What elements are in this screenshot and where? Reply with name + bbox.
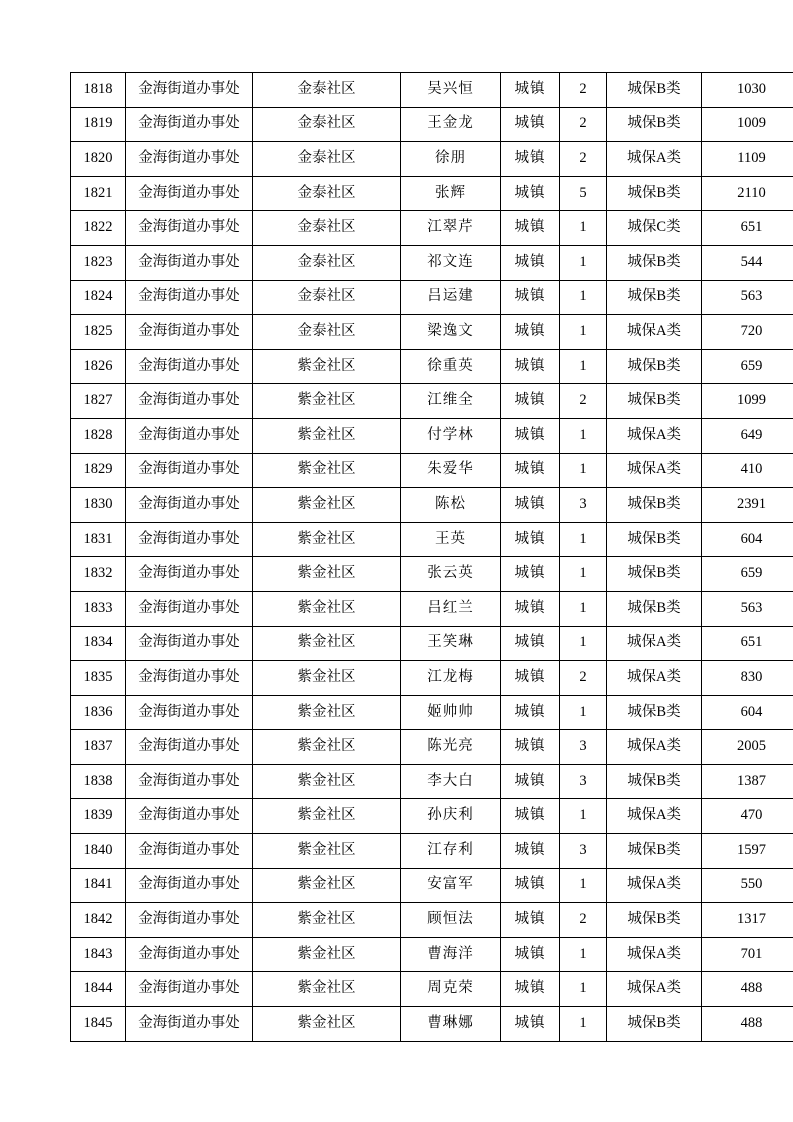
row-office: 金海街道办事处 xyxy=(126,1007,253,1042)
row-community: 金泰社区 xyxy=(253,176,401,211)
row-members: 1 xyxy=(560,937,607,972)
row-community: 紫金社区 xyxy=(253,488,401,523)
row-name: 付学林 xyxy=(401,418,501,453)
row-office: 金海街道办事处 xyxy=(126,142,253,177)
table-row xyxy=(71,834,793,869)
row-amount: 544 xyxy=(702,245,793,280)
row-community: 金泰社区 xyxy=(253,315,401,350)
row-household-type: 城镇 xyxy=(501,764,560,799)
row-name: 陈松 xyxy=(401,488,501,523)
table-row xyxy=(71,730,793,765)
row-household-type: 城镇 xyxy=(501,245,560,280)
row-community: 金泰社区 xyxy=(253,211,401,246)
row-id: 1841 xyxy=(71,868,126,903)
row-category: 城保B类 xyxy=(607,834,702,869)
table-row xyxy=(71,764,793,799)
beneficiary-table xyxy=(70,72,793,1042)
row-community: 紫金社区 xyxy=(253,764,401,799)
row-id: 1822 xyxy=(71,211,126,246)
row-household-type: 城镇 xyxy=(501,937,560,972)
row-community: 紫金社区 xyxy=(253,522,401,557)
row-amount: 1009 xyxy=(702,107,793,142)
row-members: 1 xyxy=(560,453,607,488)
row-amount: 470 xyxy=(702,799,793,834)
row-id: 1819 xyxy=(71,107,126,142)
row-office: 金海街道办事处 xyxy=(126,280,253,315)
row-id: 1834 xyxy=(71,626,126,661)
row-members: 2 xyxy=(560,661,607,696)
row-office: 金海街道办事处 xyxy=(126,384,253,419)
row-name: 徐重英 xyxy=(401,349,501,384)
row-id: 1832 xyxy=(71,557,126,592)
row-community: 紫金社区 xyxy=(253,799,401,834)
row-amount: 563 xyxy=(702,591,793,626)
row-household-type: 城镇 xyxy=(501,349,560,384)
row-household-type: 城镇 xyxy=(501,903,560,938)
row-id: 1837 xyxy=(71,730,126,765)
row-name: 孙庆利 xyxy=(401,799,501,834)
row-id: 1824 xyxy=(71,280,126,315)
row-amount: 701 xyxy=(702,937,793,972)
row-community: 紫金社区 xyxy=(253,557,401,592)
row-amount: 488 xyxy=(702,972,793,1007)
row-category: 城保A类 xyxy=(607,661,702,696)
row-name: 曹琳娜 xyxy=(401,1007,501,1042)
row-amount: 563 xyxy=(702,280,793,315)
row-id: 1833 xyxy=(71,591,126,626)
row-office: 金海街道办事处 xyxy=(126,626,253,661)
row-office: 金海街道办事处 xyxy=(126,349,253,384)
table-row xyxy=(71,418,793,453)
row-category: 城保A类 xyxy=(607,868,702,903)
row-category: 城保A类 xyxy=(607,937,702,972)
row-id: 1842 xyxy=(71,903,126,938)
row-members: 1 xyxy=(560,211,607,246)
row-id: 1843 xyxy=(71,937,126,972)
row-id: 1839 xyxy=(71,799,126,834)
row-amount: 1317 xyxy=(702,903,793,938)
row-members: 1 xyxy=(560,522,607,557)
row-community: 紫金社区 xyxy=(253,1007,401,1042)
table-row xyxy=(71,937,793,972)
row-amount: 1387 xyxy=(702,764,793,799)
row-members: 1 xyxy=(560,972,607,1007)
row-household-type: 城镇 xyxy=(501,1007,560,1042)
row-household-type: 城镇 xyxy=(501,453,560,488)
row-id: 1835 xyxy=(71,661,126,696)
table-row xyxy=(71,695,793,730)
row-id: 1840 xyxy=(71,834,126,869)
row-members: 1 xyxy=(560,626,607,661)
row-members: 3 xyxy=(560,834,607,869)
row-category: 城保A类 xyxy=(607,730,702,765)
row-name: 江翠芹 xyxy=(401,211,501,246)
row-household-type: 城镇 xyxy=(501,695,560,730)
row-office: 金海街道办事处 xyxy=(126,730,253,765)
table-row xyxy=(71,315,793,350)
row-community: 紫金社区 xyxy=(253,730,401,765)
row-office: 金海街道办事处 xyxy=(126,764,253,799)
row-category: 城保B类 xyxy=(607,557,702,592)
row-members: 1 xyxy=(560,245,607,280)
row-name: 曹海洋 xyxy=(401,937,501,972)
row-name: 徐朋 xyxy=(401,142,501,177)
table-row xyxy=(71,557,793,592)
row-household-type: 城镇 xyxy=(501,211,560,246)
row-category: 城保B类 xyxy=(607,107,702,142)
row-amount: 2005 xyxy=(702,730,793,765)
row-id: 1830 xyxy=(71,488,126,523)
row-household-type: 城镇 xyxy=(501,834,560,869)
row-community: 紫金社区 xyxy=(253,937,401,972)
row-community: 紫金社区 xyxy=(253,661,401,696)
row-name: 吴兴恒 xyxy=(401,73,501,108)
row-id: 1845 xyxy=(71,1007,126,1042)
row-community: 紫金社区 xyxy=(253,868,401,903)
row-office: 金海街道办事处 xyxy=(126,937,253,972)
table-row xyxy=(71,1007,793,1042)
row-members: 5 xyxy=(560,176,607,211)
row-office: 金海街道办事处 xyxy=(126,868,253,903)
row-category: 城保B类 xyxy=(607,245,702,280)
row-id: 1826 xyxy=(71,349,126,384)
row-name: 梁逸文 xyxy=(401,315,501,350)
row-name: 王金龙 xyxy=(401,107,501,142)
row-household-type: 城镇 xyxy=(501,418,560,453)
row-office: 金海街道办事处 xyxy=(126,522,253,557)
row-office: 金海街道办事处 xyxy=(126,245,253,280)
table-row xyxy=(71,245,793,280)
table-row xyxy=(71,488,793,523)
row-office: 金海街道办事处 xyxy=(126,211,253,246)
row-community: 紫金社区 xyxy=(253,626,401,661)
row-office: 金海街道办事处 xyxy=(126,799,253,834)
row-name: 陈光亮 xyxy=(401,730,501,765)
row-office: 金海街道办事处 xyxy=(126,661,253,696)
row-name: 吕红兰 xyxy=(401,591,501,626)
row-amount: 720 xyxy=(702,315,793,350)
row-name: 周克荣 xyxy=(401,972,501,1007)
row-category: 城保B类 xyxy=(607,384,702,419)
row-community: 紫金社区 xyxy=(253,384,401,419)
row-household-type: 城镇 xyxy=(501,557,560,592)
row-household-type: 城镇 xyxy=(501,868,560,903)
row-community: 紫金社区 xyxy=(253,591,401,626)
row-household-type: 城镇 xyxy=(501,176,560,211)
table-row xyxy=(71,799,793,834)
row-office: 金海街道办事处 xyxy=(126,972,253,1007)
row-category: 城保A类 xyxy=(607,418,702,453)
row-amount: 1099 xyxy=(702,384,793,419)
row-household-type: 城镇 xyxy=(501,73,560,108)
row-category: 城保B类 xyxy=(607,349,702,384)
row-members: 2 xyxy=(560,73,607,108)
row-amount: 604 xyxy=(702,695,793,730)
row-community: 紫金社区 xyxy=(253,834,401,869)
row-office: 金海街道办事处 xyxy=(126,107,253,142)
row-id: 1836 xyxy=(71,695,126,730)
row-household-type: 城镇 xyxy=(501,799,560,834)
row-members: 1 xyxy=(560,799,607,834)
row-community: 金泰社区 xyxy=(253,73,401,108)
row-office: 金海街道办事处 xyxy=(126,418,253,453)
table-row xyxy=(71,211,793,246)
row-members: 1 xyxy=(560,1007,607,1042)
row-id: 1829 xyxy=(71,453,126,488)
row-members: 2 xyxy=(560,107,607,142)
row-id: 1838 xyxy=(71,764,126,799)
table-row xyxy=(71,591,793,626)
row-members: 1 xyxy=(560,868,607,903)
row-household-type: 城镇 xyxy=(501,280,560,315)
row-amount: 659 xyxy=(702,349,793,384)
row-id: 1831 xyxy=(71,522,126,557)
row-id: 1827 xyxy=(71,384,126,419)
row-name: 顾恒法 xyxy=(401,903,501,938)
row-household-type: 城镇 xyxy=(501,142,560,177)
row-community: 金泰社区 xyxy=(253,142,401,177)
row-amount: 488 xyxy=(702,1007,793,1042)
row-office: 金海街道办事处 xyxy=(126,834,253,869)
row-id: 1820 xyxy=(71,142,126,177)
table-row xyxy=(71,384,793,419)
row-household-type: 城镇 xyxy=(501,661,560,696)
row-name: 江维全 xyxy=(401,384,501,419)
row-household-type: 城镇 xyxy=(501,730,560,765)
row-category: 城保A类 xyxy=(607,972,702,1007)
row-members: 1 xyxy=(560,557,607,592)
table-row xyxy=(71,280,793,315)
row-office: 金海街道办事处 xyxy=(126,557,253,592)
row-name: 祁文连 xyxy=(401,245,501,280)
row-name: 姬帅帅 xyxy=(401,695,501,730)
row-community: 金泰社区 xyxy=(253,280,401,315)
row-name: 江存利 xyxy=(401,834,501,869)
row-category: 城保B类 xyxy=(607,764,702,799)
table-row xyxy=(71,142,793,177)
table-row xyxy=(71,107,793,142)
row-amount: 830 xyxy=(702,661,793,696)
row-id: 1828 xyxy=(71,418,126,453)
table-row xyxy=(71,903,793,938)
row-community: 紫金社区 xyxy=(253,903,401,938)
row-household-type: 城镇 xyxy=(501,522,560,557)
table-row xyxy=(71,661,793,696)
row-amount: 410 xyxy=(702,453,793,488)
row-id: 1844 xyxy=(71,972,126,1007)
row-members: 1 xyxy=(560,349,607,384)
row-community: 紫金社区 xyxy=(253,695,401,730)
table-row xyxy=(71,522,793,557)
row-category: 城保A类 xyxy=(607,799,702,834)
row-id: 1821 xyxy=(71,176,126,211)
row-category: 城保B类 xyxy=(607,176,702,211)
row-name: 朱爱华 xyxy=(401,453,501,488)
row-members: 1 xyxy=(560,591,607,626)
table-row xyxy=(71,73,793,108)
row-office: 金海街道办事处 xyxy=(126,695,253,730)
table-body xyxy=(71,73,793,1042)
row-category: 城保B类 xyxy=(607,903,702,938)
row-community: 金泰社区 xyxy=(253,245,401,280)
row-amount: 2391 xyxy=(702,488,793,523)
row-household-type: 城镇 xyxy=(501,626,560,661)
row-office: 金海街道办事处 xyxy=(126,315,253,350)
row-name: 安富军 xyxy=(401,868,501,903)
table-row xyxy=(71,972,793,1007)
row-amount: 1030 xyxy=(702,73,793,108)
table-row xyxy=(71,453,793,488)
row-category: 城保A类 xyxy=(607,626,702,661)
row-amount: 1597 xyxy=(702,834,793,869)
row-name: 李大白 xyxy=(401,764,501,799)
row-community: 紫金社区 xyxy=(253,418,401,453)
row-id: 1825 xyxy=(71,315,126,350)
row-members: 2 xyxy=(560,384,607,419)
row-amount: 550 xyxy=(702,868,793,903)
row-name: 王英 xyxy=(401,522,501,557)
row-household-type: 城镇 xyxy=(501,384,560,419)
row-id: 1823 xyxy=(71,245,126,280)
row-household-type: 城镇 xyxy=(501,488,560,523)
row-amount: 651 xyxy=(702,626,793,661)
row-amount: 1109 xyxy=(702,142,793,177)
row-category: 城保A类 xyxy=(607,142,702,177)
row-household-type: 城镇 xyxy=(501,107,560,142)
row-members: 2 xyxy=(560,142,607,177)
row-office: 金海街道办事处 xyxy=(126,903,253,938)
row-amount: 659 xyxy=(702,557,793,592)
row-category: 城保B类 xyxy=(607,522,702,557)
row-category: 城保B类 xyxy=(607,695,702,730)
row-name: 吕运建 xyxy=(401,280,501,315)
row-household-type: 城镇 xyxy=(501,591,560,626)
row-office: 金海街道办事处 xyxy=(126,73,253,108)
row-amount: 651 xyxy=(702,211,793,246)
row-category: 城保B类 xyxy=(607,280,702,315)
row-name: 江龙梅 xyxy=(401,661,501,696)
row-members: 3 xyxy=(560,488,607,523)
row-members: 1 xyxy=(560,418,607,453)
row-office: 金海街道办事处 xyxy=(126,176,253,211)
row-category: 城保A类 xyxy=(607,453,702,488)
row-community: 紫金社区 xyxy=(253,453,401,488)
row-amount: 649 xyxy=(702,418,793,453)
row-name: 张云英 xyxy=(401,557,501,592)
row-amount: 604 xyxy=(702,522,793,557)
row-category: 城保C类 xyxy=(607,211,702,246)
row-category: 城保B类 xyxy=(607,488,702,523)
row-name: 张辉 xyxy=(401,176,501,211)
row-household-type: 城镇 xyxy=(501,315,560,350)
row-category: 城保B类 xyxy=(607,1007,702,1042)
row-community: 紫金社区 xyxy=(253,972,401,1007)
table-row xyxy=(71,176,793,211)
row-household-type: 城镇 xyxy=(501,972,560,1007)
row-office: 金海街道办事处 xyxy=(126,591,253,626)
row-category: 城保B类 xyxy=(607,591,702,626)
row-members: 3 xyxy=(560,764,607,799)
row-community: 紫金社区 xyxy=(253,349,401,384)
row-category: 城保B类 xyxy=(607,73,702,108)
row-name: 王笑琳 xyxy=(401,626,501,661)
row-amount: 2110 xyxy=(702,176,793,211)
row-members: 1 xyxy=(560,280,607,315)
row-id: 1818 xyxy=(71,73,126,108)
row-members: 2 xyxy=(560,903,607,938)
row-members: 1 xyxy=(560,695,607,730)
table-row xyxy=(71,868,793,903)
row-members: 1 xyxy=(560,315,607,350)
row-community: 金泰社区 xyxy=(253,107,401,142)
row-members: 3 xyxy=(560,730,607,765)
table-row xyxy=(71,349,793,384)
row-category: 城保A类 xyxy=(607,315,702,350)
table-row xyxy=(71,626,793,661)
row-office: 金海街道办事处 xyxy=(126,453,253,488)
row-office: 金海街道办事处 xyxy=(126,488,253,523)
